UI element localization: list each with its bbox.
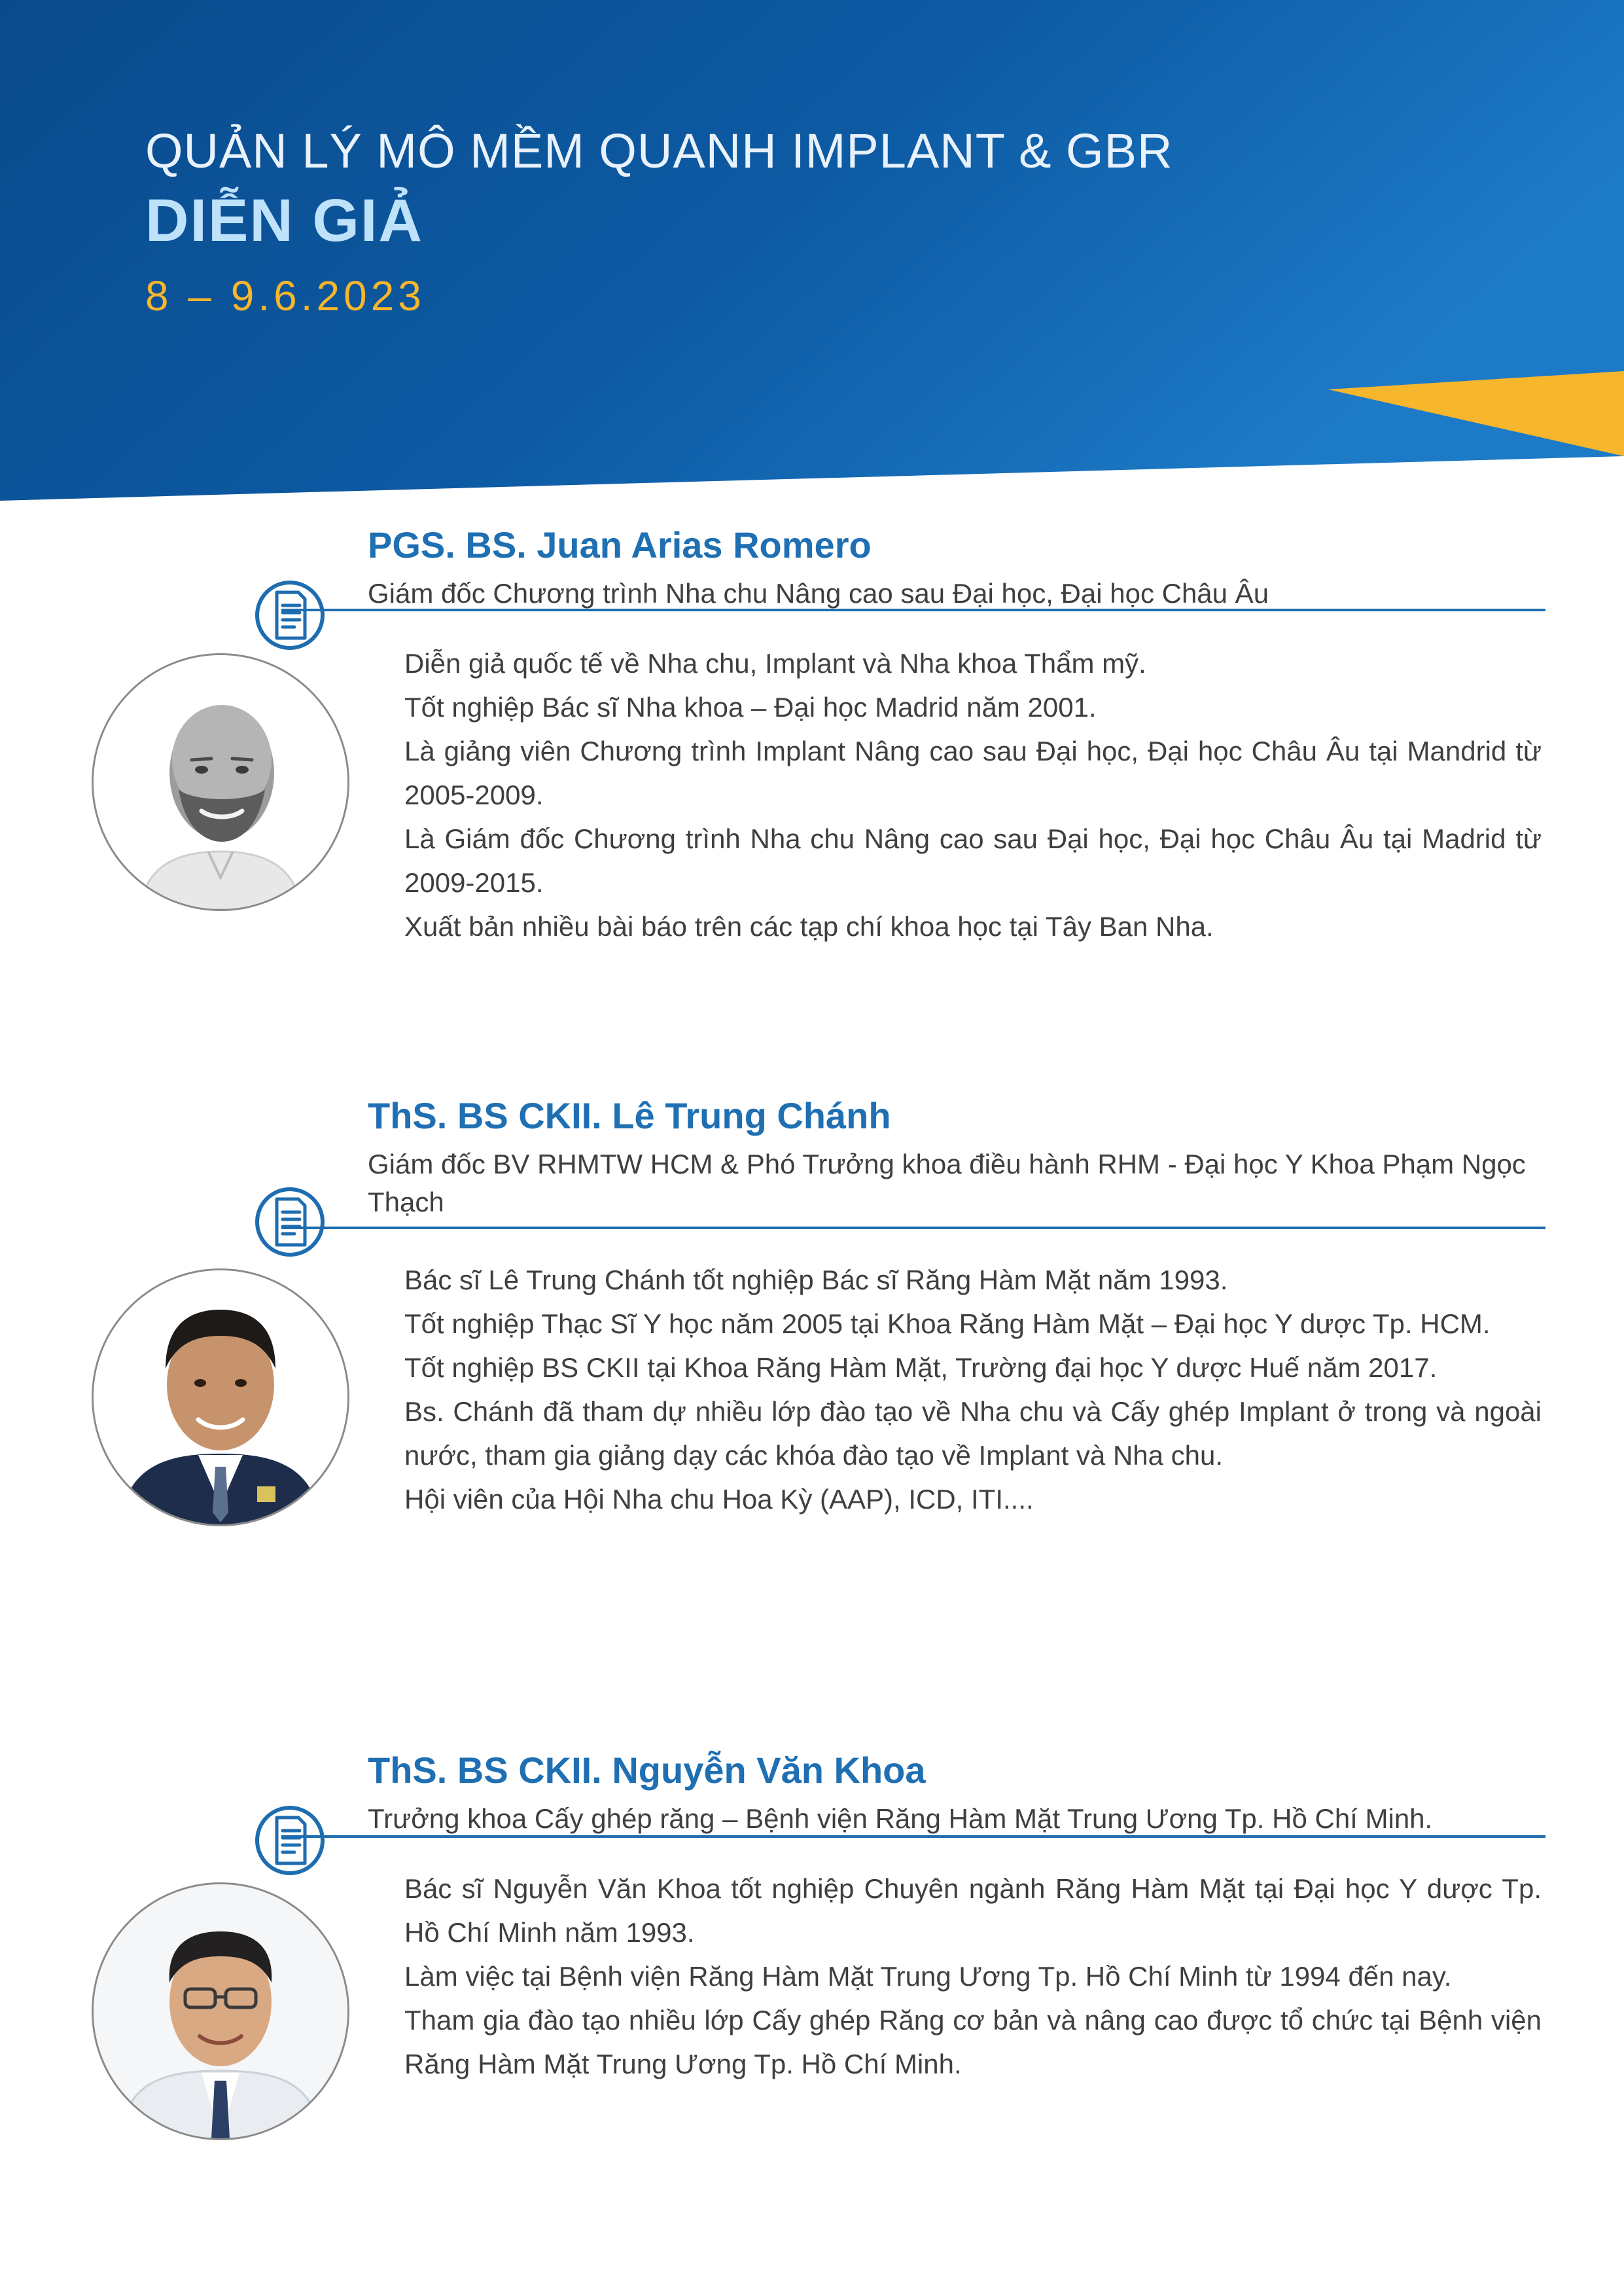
bio-item: Là Giám đốc Chương trình Nha chu Nâng cao sau Đại học, Đại học Châu Âu tại Madrid từ 2009-2015. (404, 823, 1542, 898)
portrait-illustration (94, 1270, 347, 1524)
bio-item: Bác sĩ Nguyễn Văn Khoa tốt nghiệp Chuyên ngành Răng Hàm Mặt tại Đại học Y dược Tp. Hồ Chí Minh năm 1993. (404, 1873, 1542, 1948)
speaker-role: Trưởng khoa Cấy ghép răng – Bệnh viện Răng Hàm Mặt Trung Ương Tp. Hồ Chí Minh. (368, 1803, 1433, 1834)
bio-item: Tốt nghiệp Thạc Sĩ Y học năm 2005 tại Khoa Răng Hàm Mặt – Đại học Y dược Tp. HCM. (404, 1308, 1491, 1339)
bio-item: Làm việc tại Bệnh viện Răng Hàm Mặt Trung Ương Tp. Hồ Chí Minh từ 1994 đến nay. (404, 1961, 1452, 1992)
speaker-bio (404, 641, 1542, 948)
event-date: 8 – 9.6.2023 (145, 272, 425, 319)
bio-item: Là giảng viên Chương trình Implant Nâng cao sau Đại học, Đại học Châu Âu tại Mandrid từ 2005-2009. (404, 736, 1542, 810)
speaker-name: ThS. BS CKII. Lê Trung Chánh (368, 1095, 891, 1136)
bio-item: Diễn giả quốc tế về Nha chu, Implant và Nha khoa Thẩm mỹ. (404, 648, 1146, 679)
event-title: QUẢN LÝ MÔ MỀM QUANH IMPLANT & GBR (145, 124, 1173, 178)
bio-item: Tham gia đào tạo nhiều lớp Cấy ghép Răng cơ bản và nâng cao được tổ chức tại Bệnh viện Răng Hàm Mặt Trung Ương Tp. Hồ Chí Minh. (404, 2005, 1542, 2079)
document-icon (254, 573, 326, 658)
speaker-name: PGS. BS. Juan Arias Romero (368, 524, 872, 565)
speaker-photo (92, 653, 349, 911)
speaker-bio (404, 1867, 1542, 2086)
speaker-bio (404, 1258, 1542, 1521)
document-icon (254, 1798, 326, 1883)
speaker-photo (92, 1268, 349, 1526)
bio-item: Bs. Chánh đã tham dự nhiều lớp đào tạo về Nha chu và Cấy ghép Implant ở trong và ngoài nước, tham gia giảng dạy các khóa đào tạo về Implant và Nha chu. (404, 1396, 1542, 1471)
bio-item: Tốt nghiệp Bác sĩ Nha khoa – Đại học Madrid năm 2001. (404, 692, 1097, 723)
section-divider (281, 1227, 1545, 1229)
speaker-role: Giám đốc Chương trình Nha chu Nâng cao sau Đại học, Đại học Châu Âu (368, 578, 1269, 609)
portrait-illustration (94, 655, 347, 909)
portrait-illustration (94, 1884, 347, 2138)
speaker-name: ThS. BS CKII. Nguyễn Văn Khoa (368, 1749, 926, 1791)
page-title: DIỄN GIẢ (145, 187, 423, 254)
speaker-photo (92, 1882, 349, 2140)
bio-item: Tốt nghiệp BS CKII tại Khoa Răng Hàm Mặt, Trường đại học Y dược Huế năm 2017. (404, 1352, 1438, 1383)
section-divider (281, 1835, 1545, 1838)
section-divider (281, 609, 1545, 611)
document-icon (254, 1179, 326, 1265)
bio-item: Bác sĩ Lê Trung Chánh tốt nghiệp Bác sĩ Răng Hàm Mặt năm 1993. (404, 1265, 1228, 1295)
bio-item: Hội viên của Hội Nha chu Hoa Kỳ (AAP), ICD, ITI.... (404, 1484, 1034, 1515)
speaker-role: Giám đốc BV RHMTW HCM & Phó Trưởng khoa điều hành RHM - Đại học Y Khoa Phạm Ngọc Thạch (368, 1149, 1526, 1217)
bio-item: Xuất bản nhiều bài báo trên các tạp chí khoa học tại Tây Ban Nha. (404, 911, 1214, 942)
